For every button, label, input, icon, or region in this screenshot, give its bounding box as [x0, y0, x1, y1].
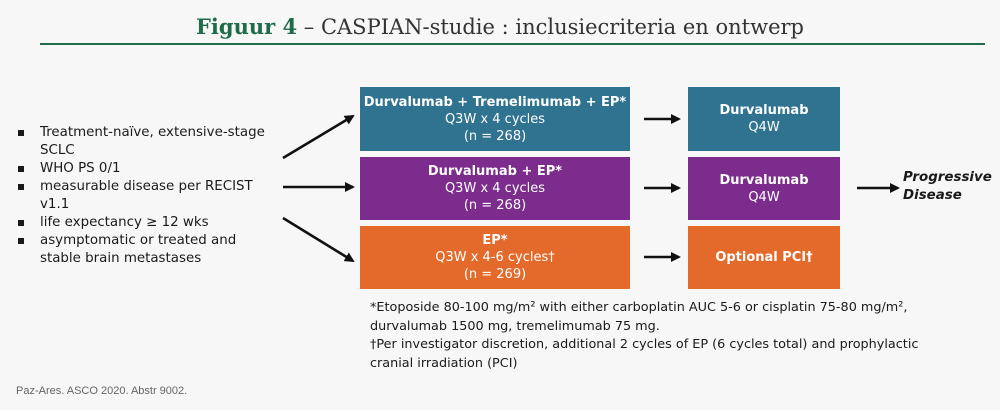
arrow-to-arm-3	[283, 218, 353, 261]
arm-n: (n = 269)	[463, 267, 527, 282]
figure-label: Figuur 4	[196, 14, 298, 39]
maintenance-name: Durvalumab	[719, 172, 809, 188]
footnote-line: †Per investigator discretion, additional 2 cycles of EP (6 cycles total) and prophylactic	[370, 337, 919, 352]
arm-name: Durvalumab + Tremelimumab + EP*	[363, 94, 627, 110]
criteria-item: WHO PS 0/1	[16, 160, 281, 178]
criteria-item: asymptomatic or treated and stable brain metastases	[16, 232, 281, 268]
maintenance-schedule: Q4W	[748, 120, 780, 135]
arm-schedule: Q3W x 4 cycles	[444, 181, 546, 196]
criteria-item: measurable disease per RECIST v1.1	[16, 178, 281, 214]
arm-ep	[360, 226, 630, 289]
arm-name: EP*	[482, 233, 508, 248]
progressive-disease-label: Progressive Disease	[903, 170, 992, 203]
source-citation: Paz-Ares. ASCO 2020. Abstr 9002.	[16, 385, 188, 397]
maintenance-durvalumab-1	[688, 87, 840, 151]
maintenance-name: Durvalumab	[719, 103, 809, 118]
footnote-line: *Etoposide 80-100 mg/m² with either carboplatin AUC 5-6 or cisplatin 75-80 mg/m²,	[370, 300, 908, 315]
maintenance-schedule: Q4W	[748, 189, 780, 205]
figure-title-text: – CASPIAN-studie : inclusiecriteria en ontwerp	[297, 15, 804, 39]
footnote-line: cranial irradiation (PCI)	[370, 355, 518, 371]
arm-n: (n = 268)	[463, 198, 527, 213]
maintenance-durvalumab-2	[688, 157, 840, 220]
arm-durvalumab-tremelimumab-ep	[360, 87, 630, 151]
footnotes	[370, 299, 960, 373]
maintenance-name: Optional PCI†	[715, 250, 813, 265]
arrow-to-arm-1	[283, 116, 353, 158]
arm-name: Durvalumab + EP*	[427, 164, 563, 179]
optional-pci-box	[688, 226, 840, 289]
arm-schedule: Q3W x 4 cycles	[444, 111, 546, 127]
arm-durvalumab-ep	[360, 157, 630, 220]
footnote-line: durvalumab 1500 mg, tremelimumab 75 mg.	[370, 318, 660, 334]
arm-schedule: Q3W x 4-6 cycles†	[435, 250, 555, 265]
criteria-item: life expectancy ≥ 12 wks	[16, 214, 281, 232]
arm-n: (n = 268)	[463, 128, 527, 144]
criteria-item: Treatment-naïve, extensive-stage SCLC	[16, 124, 281, 160]
